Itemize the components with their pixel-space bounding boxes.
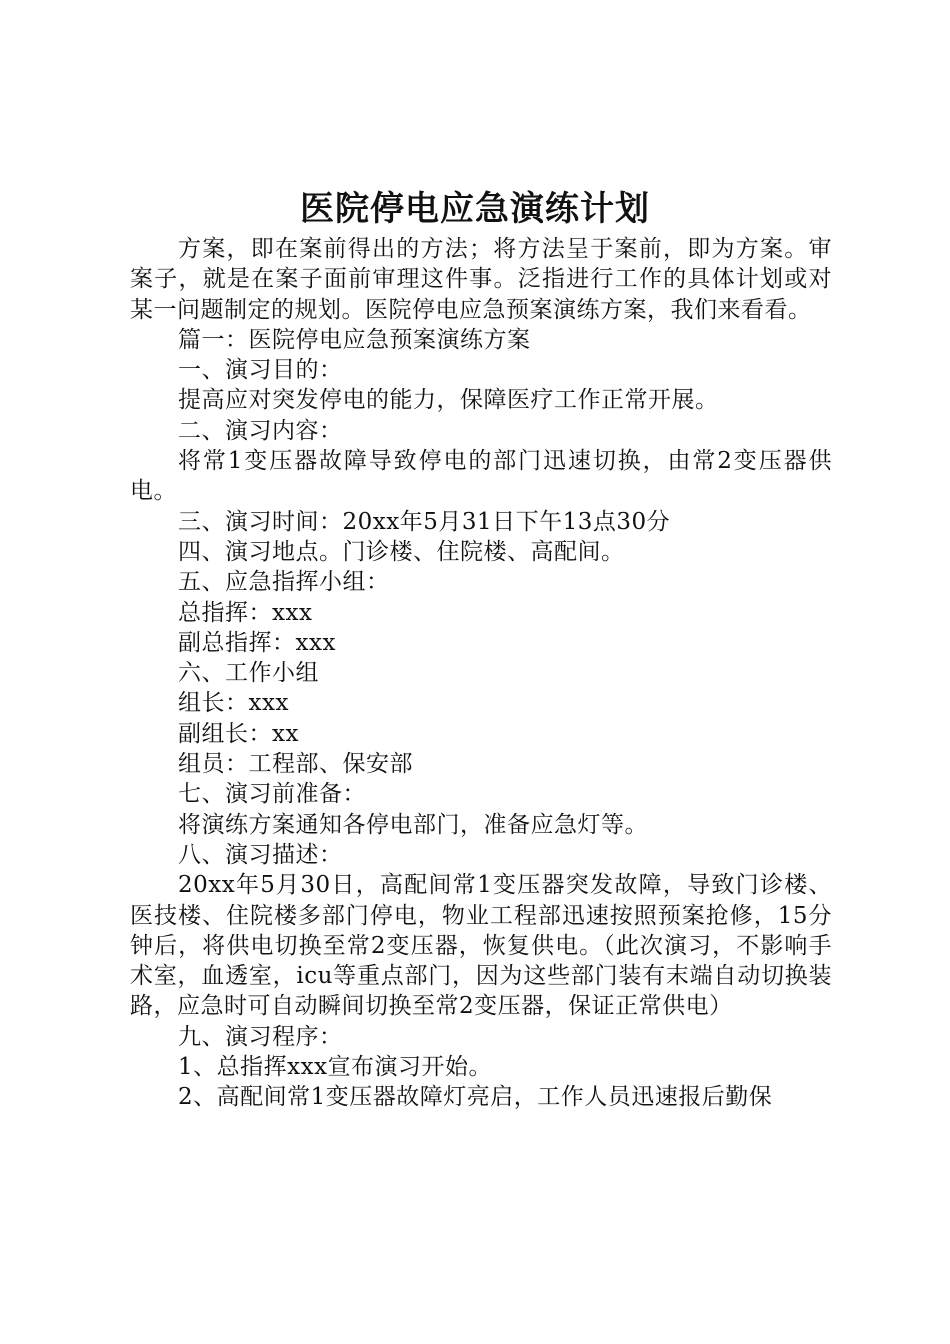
paragraph-part-one-heading: 篇一：医院停电应急预案演练方案	[178, 326, 531, 353]
paragraph-deputy-commander: 副总指挥：xxx	[178, 629, 336, 656]
paragraph-content: 将常1变压器故障导致停电的部门迅速切换，由常2变压器供电。	[130, 448, 832, 505]
section-heading-time: 三、演习时间：20xx年5月31日下午13点30分	[178, 508, 671, 535]
section-heading-command-group: 五、应急指挥小组：	[178, 569, 390, 596]
paragraph-preparation: 将演练方案通知各停电部门，准备应急灯等。	[178, 811, 648, 838]
paragraph-members: 组员：工程部、保安部	[178, 751, 413, 778]
paragraph-deputy-leader: 副组长：xx	[178, 720, 299, 747]
paragraph-description: 20xx年5月30日，高配间常1变压器突发故障，导致门诊楼、医技楼、住院楼多部门停电，物业工程部迅速按照预案抢修，15分钟后，将供电切换至常2变压器，恢复供电。（此次演习，不影响手术室，血透室，icu等重点部门，因为这些部门装有末端自动切换装路，应急时可自动瞬间切换至常2变压器，保证正常供电）	[130, 872, 832, 1020]
section-heading-content: 二、演习内容：	[178, 417, 343, 444]
paragraph-intro: 方案，即在案前得出的方法；将方法呈于案前，即为方案。审案子，就是在案子面前审理这件事。泛指进行工作的具体计划或对某一问题制定的规划。医院停电应急预案演练方案，我们来看看。	[130, 236, 832, 323]
section-heading-work-group: 六、工作小组	[178, 660, 319, 687]
section-heading-preparation: 七、演习前准备：	[178, 781, 366, 808]
section-heading-location: 四、演习地点。门诊楼、住院楼、高配间。	[178, 538, 625, 565]
section-heading-description: 八、演习描述：	[178, 841, 343, 868]
document-body	[130, 234, 832, 1113]
paragraph-commander: 总指挥：xxx	[178, 599, 313, 626]
section-heading-procedure: 九、演习程序：	[178, 1023, 343, 1050]
section-heading-purpose: 一、演习目的：	[178, 357, 343, 384]
document-title: 医院停电应急演练计划	[300, 189, 650, 229]
paragraph-procedure-step-2: 2、高配间常1变压器故障灯亮启，工作人员迅速报后勤保	[178, 1084, 773, 1111]
paragraph-procedure-step-1: 1、总指挥xxx宣布演习开始。	[178, 1054, 493, 1081]
paragraph-group-leader: 组长：xxx	[178, 690, 289, 717]
paragraph-purpose: 提高应对突发停电的能力，保障医疗工作正常开展。	[178, 387, 719, 414]
